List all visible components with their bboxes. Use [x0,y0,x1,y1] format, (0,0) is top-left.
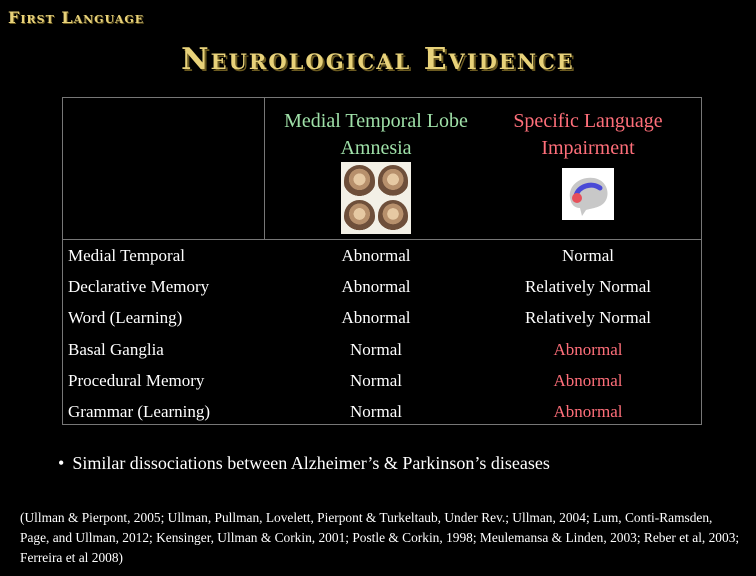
row-label: Basal Ganglia [68,340,164,359]
row-label: Procedural Memory [68,371,205,390]
brain-scan-cell [344,165,375,197]
slide-title: Neurological Evidence [181,42,575,77]
brain-scan-image [341,162,411,234]
cell-amnesia: Abnormal [341,308,411,327]
cell-sli: Normal [562,246,614,265]
brain-scan-cell [378,200,409,232]
column-header-sli: Specific Language Impairment [513,110,663,159]
cell-sli: Relatively Normal [524,308,652,327]
bullet-icon: • [58,453,65,473]
cell-amnesia: Normal [350,371,402,390]
row-label: Medial Temporal [68,246,185,265]
table-column-divider [264,97,265,239]
cell-amnesia: Normal [350,340,402,359]
bullet-text: Similar dissociations between Alzheimer’s & Parkinson’s diseases [72,453,550,473]
cell-amnesia: Abnormal [341,246,411,265]
bullet-point [58,453,550,474]
row-label: Word (Learning) [68,308,183,327]
brain-scan-cell [378,165,409,197]
cell-sli: Abnormal [553,402,623,421]
cell-sli: Relatively Normal [524,277,652,296]
row-label: Declarative Memory [68,277,210,296]
column-header-amnesia: Medial Temporal Lobe Amnesia [284,110,468,159]
cell-amnesia: Normal [350,402,402,421]
brain-scan-cell [344,200,375,232]
cell-amnesia: Abnormal [341,277,411,296]
section-label: First Language [8,8,145,27]
brain-sagittal-image [562,168,614,220]
cell-sli: Abnormal [553,371,623,390]
cell-sli: Abnormal [553,340,623,359]
table-header-divider [62,239,702,240]
row-label: Grammar (Learning) [68,402,211,421]
references: (Ullman & Pierpont, 2005; Ullman, Pullman, Lovelett, Pierpont & Turkeltaub, Under Rev.; Ullman, 2004; Lum, Conti-Ramsden, Page, and Ullman, 2012; Kensinger, Ullman & Corkin, 2001; Postle & Corkin, 1998; Meulemansa & Linden, 2003; Reber et al, 2003; Ferreira et al 2008) [20,510,740,565]
